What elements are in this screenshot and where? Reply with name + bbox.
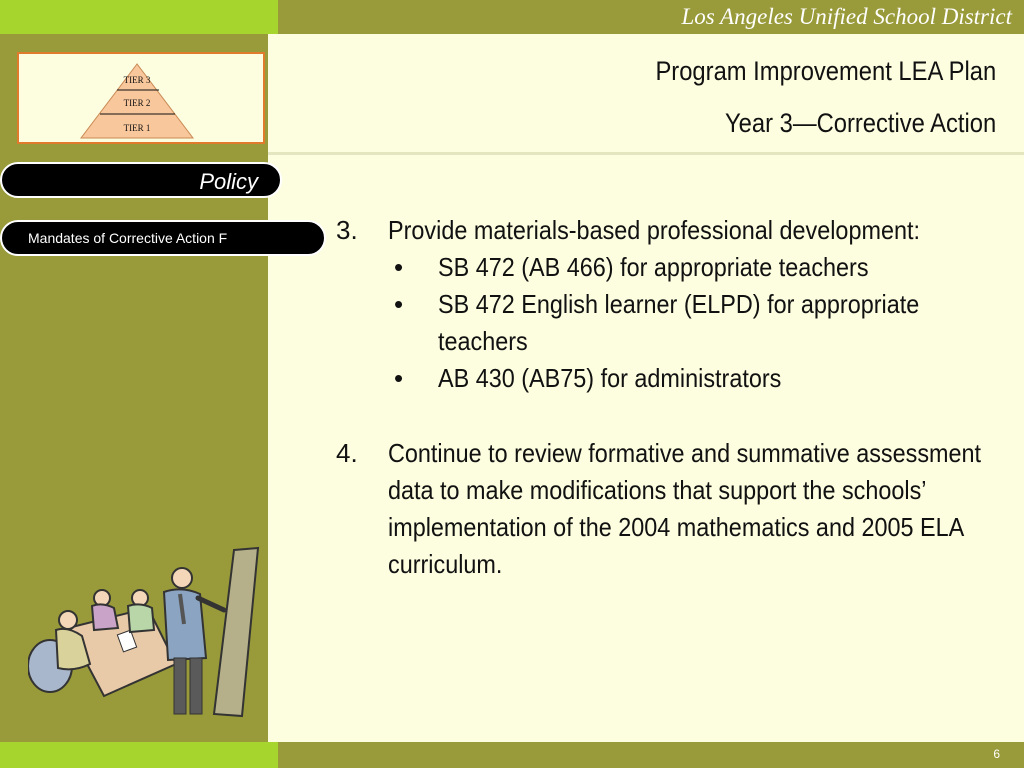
title-block bbox=[609, 52, 996, 142]
bullet-item bbox=[388, 286, 1006, 360]
footer-bar bbox=[278, 742, 1024, 768]
bullet-icon: • bbox=[394, 252, 404, 282]
page-number: 6 bbox=[993, 747, 1000, 761]
item-text: Continue to review formative and summative assessment data to make modifications that support the schools’ implementation of the 2004 mathematics and 2005 ELA curriculum. bbox=[388, 438, 982, 579]
item-number: 4. bbox=[336, 438, 358, 468]
title-divider bbox=[268, 152, 1024, 155]
mandates-label: Mandates of Corrective Action F bbox=[28, 230, 228, 246]
bullet-icon: • bbox=[394, 363, 404, 393]
header-bar bbox=[278, 0, 1024, 34]
tier-1-label: TIER 1 bbox=[123, 123, 151, 133]
item-number: 3. bbox=[336, 215, 358, 245]
tier-3-label: TIER 3 bbox=[123, 75, 151, 85]
bullet-item bbox=[388, 360, 1006, 397]
list-item-3 bbox=[336, 212, 1006, 397]
page-subtitle: Year 3—Corrective Action bbox=[724, 108, 996, 138]
footer-accent bbox=[0, 742, 278, 768]
main-content bbox=[336, 212, 1006, 583]
bullet-text: SB 472 English learner (ELPD) for appropriate teachers bbox=[438, 289, 920, 356]
item-text: Provide materials-based professional development: bbox=[388, 215, 920, 245]
header-accent bbox=[0, 0, 278, 34]
tier-pyramid-panel bbox=[17, 52, 265, 144]
bullet-list bbox=[388, 249, 1006, 397]
tier-2-label: TIER 2 bbox=[123, 98, 151, 108]
page-title: Program Improvement LEA Plan bbox=[655, 56, 996, 86]
bullet-item bbox=[388, 249, 1006, 286]
bullet-text: SB 472 (AB 466) for appropriate teachers bbox=[438, 252, 869, 282]
meeting-clipart bbox=[28, 546, 268, 731]
tier-pyramid-graphic bbox=[19, 54, 265, 144]
policy-label: Policy bbox=[199, 169, 258, 194]
policy-nav-button[interactable] bbox=[0, 162, 282, 198]
district-name: Los Angeles Unified School District bbox=[681, 4, 1012, 29]
list-item-4 bbox=[336, 435, 1006, 583]
bullet-text: AB 430 (AB75) for administrators bbox=[438, 363, 782, 393]
bullet-icon: • bbox=[394, 289, 404, 319]
mandates-nav-button[interactable] bbox=[0, 220, 326, 256]
